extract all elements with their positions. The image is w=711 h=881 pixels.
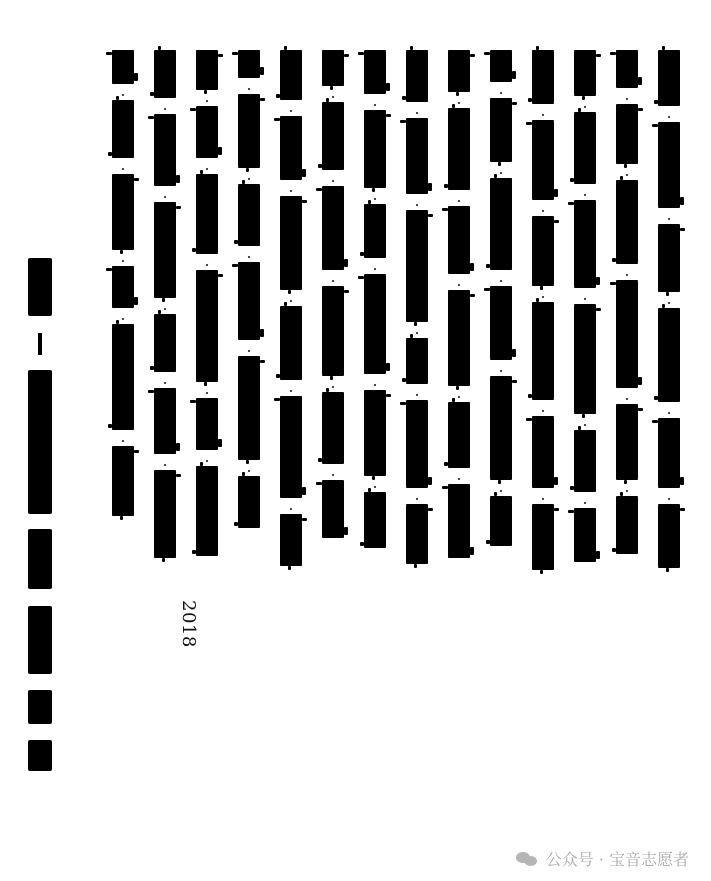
text-column-1 (112, 50, 134, 870)
text-column-2 (154, 50, 176, 870)
text-column-9 (448, 50, 470, 870)
wechat-icon (516, 850, 540, 868)
text-column-12 (574, 50, 596, 870)
text-column-14 (658, 50, 680, 870)
text-column-8 (406, 50, 428, 870)
text-column-13 (616, 50, 638, 870)
text-column-5 (280, 50, 302, 870)
text-column-6 (322, 50, 344, 870)
text-column-7 (364, 50, 386, 870)
mongolian-text-block (112, 50, 682, 870)
text-column-10 (490, 50, 512, 870)
document-title (0, 0, 1, 1)
text-column-4 (238, 50, 260, 870)
document-title-graphic (22, 258, 60, 771)
text-column-3 (196, 50, 218, 870)
year-number: 2018 (178, 600, 199, 648)
text-column-11 (532, 50, 554, 870)
watermark-label: 公众号 · 宝音志愿者 (545, 850, 689, 869)
watermark (516, 847, 689, 870)
